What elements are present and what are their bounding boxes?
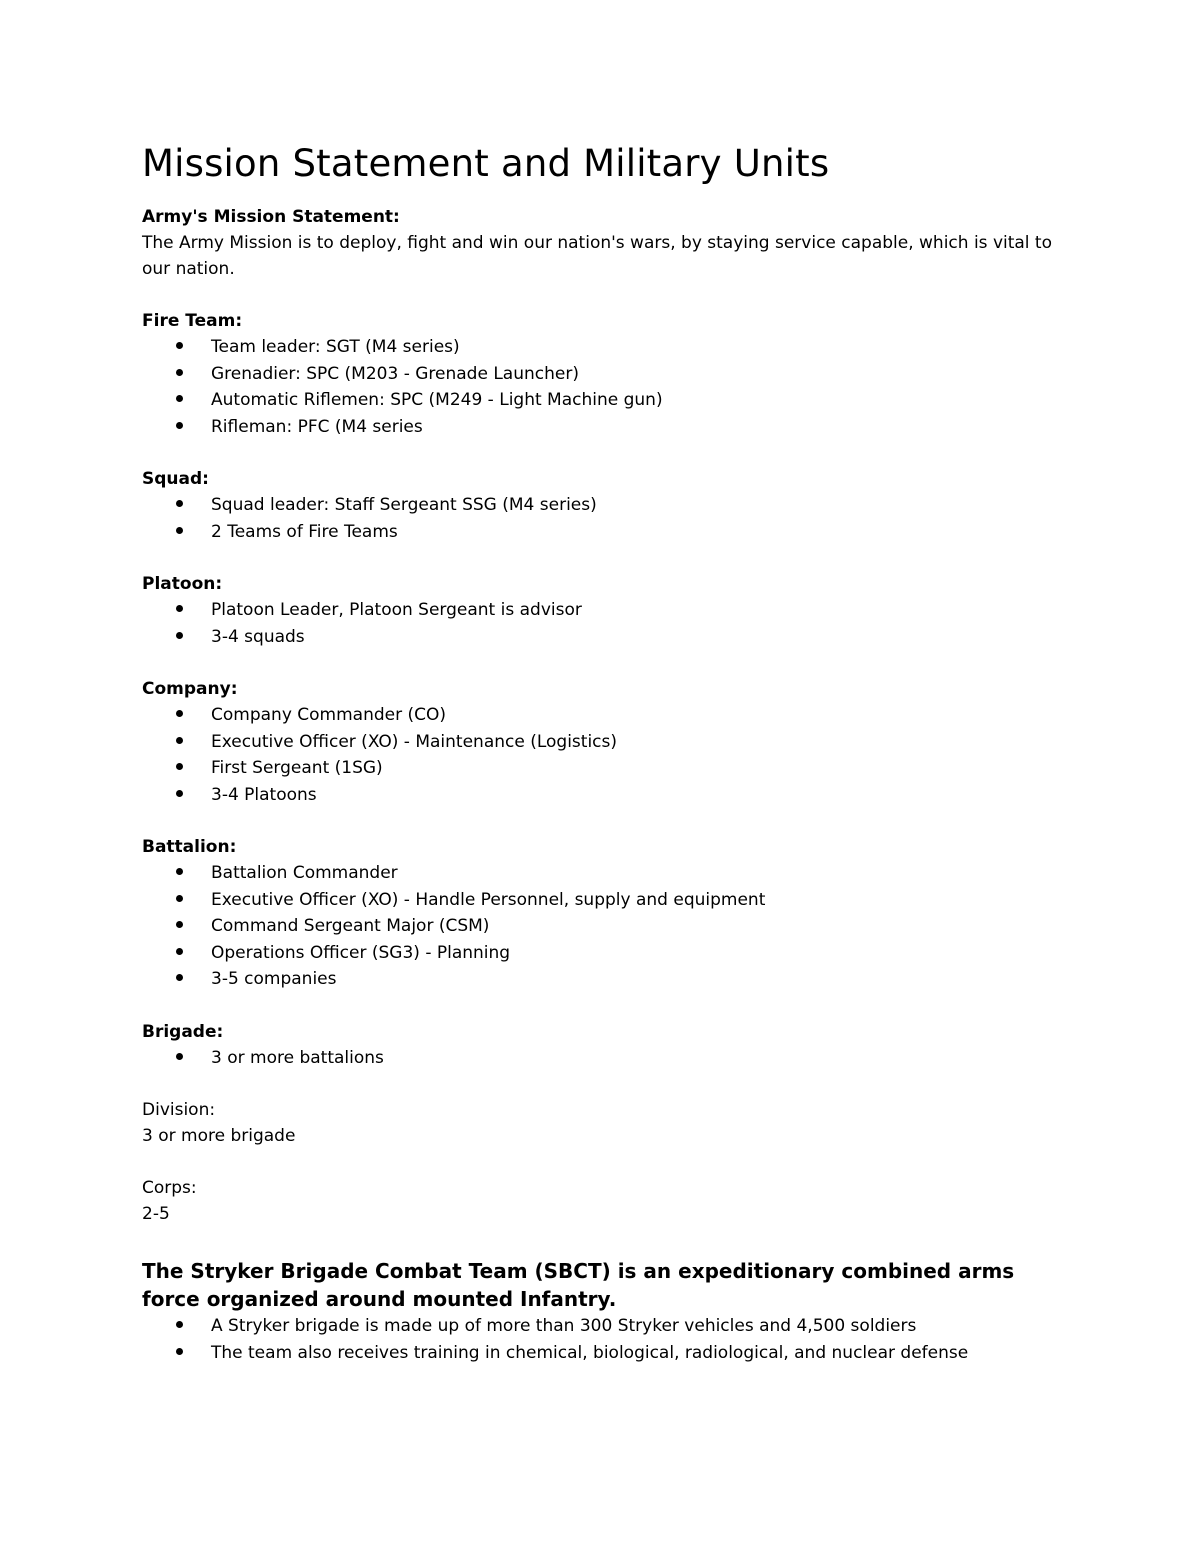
spacer [142, 1071, 1062, 1097]
bullet-icon [176, 868, 183, 875]
squad-list [142, 492, 1062, 545]
list-item-text: Rifleman: PFC (M4 series [211, 416, 423, 437]
corps-heading: Corps: [142, 1178, 197, 1198]
list-item [142, 860, 1062, 887]
bullet-icon [176, 737, 183, 744]
list-item [142, 624, 1062, 651]
list-item-text: Squad leader: Staff Sergeant SSG (M4 series) [211, 495, 597, 515]
brigade-heading: Brigade: [142, 1021, 224, 1042]
corps-text: 2-5 [142, 1204, 170, 1224]
list-item [142, 1313, 1062, 1340]
list-item-text: A Stryker brigade is made up of more than 300 Stryker vehicles and 4,500 soldiers [211, 1316, 917, 1336]
list-item [142, 729, 1062, 756]
fire-team-list [142, 334, 1062, 440]
battalion-list [142, 860, 1062, 993]
brigade-list [142, 1045, 1062, 1072]
bullet-icon [176, 500, 183, 507]
list-item [142, 492, 1062, 519]
list-item [142, 334, 1062, 361]
squad-heading: Squad: [142, 469, 209, 489]
spacer [142, 1149, 1062, 1175]
spacer [142, 993, 1062, 1019]
mission-text: The Army Mission is to deploy, fight and win our nation's wars, by staying service capable, which is vital to our nation. [142, 233, 1052, 279]
bullet-icon [176, 632, 183, 639]
document-page [142, 138, 1062, 1366]
bullet-icon [176, 1053, 183, 1060]
list-item [142, 755, 1062, 782]
list-item-text: Grenadier: SPC (M203 - Grenade Launcher) [211, 363, 579, 384]
bullet-icon [176, 710, 183, 717]
list-item-text: Executive Officer (XO) - Handle Personnel, supply and equipment [211, 889, 766, 910]
bullet-icon [176, 921, 183, 928]
page-title: Mission Statement and Military Units [142, 142, 830, 185]
division-text: 3 or more brigade [142, 1126, 296, 1146]
bullet-icon [176, 790, 183, 797]
mission-heading: Army's Mission Statement: [142, 207, 400, 227]
bullet-icon [176, 342, 183, 349]
list-item-text: Battalion Commander [211, 863, 398, 883]
list-item [142, 597, 1062, 624]
list-item [142, 887, 1062, 914]
list-item [142, 1340, 1062, 1367]
list-item [142, 966, 1062, 993]
bullet-icon [176, 422, 183, 429]
list-item-text: Company Commander (CO) [211, 705, 447, 725]
list-item-text: 2 Teams of Fire Teams [211, 521, 398, 542]
list-item-text: Team leader: SGT (M4 series) [211, 337, 460, 357]
bullet-icon [176, 895, 183, 902]
list-item [142, 387, 1062, 414]
bullet-icon [176, 974, 183, 981]
sbct-list [142, 1313, 1062, 1366]
spacer [142, 282, 1062, 308]
spacer [142, 808, 1062, 834]
list-item-text: Operations Officer (SG3) - Planning [211, 942, 511, 963]
list-item-text: 3-4 Platoons [211, 784, 317, 805]
spacer [142, 650, 1062, 676]
list-item-text: First Sergeant (1SG) [211, 758, 383, 778]
list-item [142, 782, 1062, 809]
list-item [142, 361, 1062, 388]
list-item-text: 3-5 companies [211, 969, 337, 989]
list-item-text: 3-4 squads [211, 626, 305, 647]
bullet-icon [176, 763, 183, 770]
bullet-icon [176, 395, 183, 402]
battalion-heading: Battalion: [142, 837, 237, 857]
bullet-icon [176, 605, 183, 612]
company-list [142, 702, 1062, 808]
platoon-list [142, 597, 1062, 650]
bullet-icon [176, 948, 183, 955]
list-item-text: 3 or more battalions [211, 1047, 384, 1068]
platoon-heading: Platoon: [142, 574, 223, 594]
bullet-icon [176, 1321, 183, 1328]
list-item [142, 1045, 1062, 1072]
fire-team-heading: Fire Team: [142, 311, 243, 331]
list-item-text: Command Sergeant Major (CSM) [211, 916, 490, 936]
list-item [142, 519, 1062, 546]
division-heading: Division: [142, 1100, 216, 1120]
company-heading: Company: [142, 679, 238, 699]
list-item-text: Automatic Riflemen: SPC (M249 - Light Machine gun) [211, 390, 663, 410]
list-item [142, 913, 1062, 940]
bullet-icon [176, 369, 183, 376]
spacer [142, 545, 1062, 571]
list-item-text: The team also receives training in chemical, biological, radiological, and nuclear defense [211, 1342, 969, 1363]
bullet-icon [176, 1348, 183, 1355]
list-item-text: Platoon Leader, Platoon Sergeant is advisor [211, 600, 582, 620]
bullet-icon [176, 527, 183, 534]
spacer [142, 440, 1062, 466]
list-item-text: Executive Officer (XO) - Maintenance (Logistics) [211, 731, 618, 752]
list-item [142, 702, 1062, 729]
sbct-heading: The Stryker Brigade Combat Team (SBCT) is an expeditionary combined arms force organized around mounted Infantry. [142, 1259, 1015, 1311]
list-item [142, 940, 1062, 967]
list-item [142, 414, 1062, 441]
